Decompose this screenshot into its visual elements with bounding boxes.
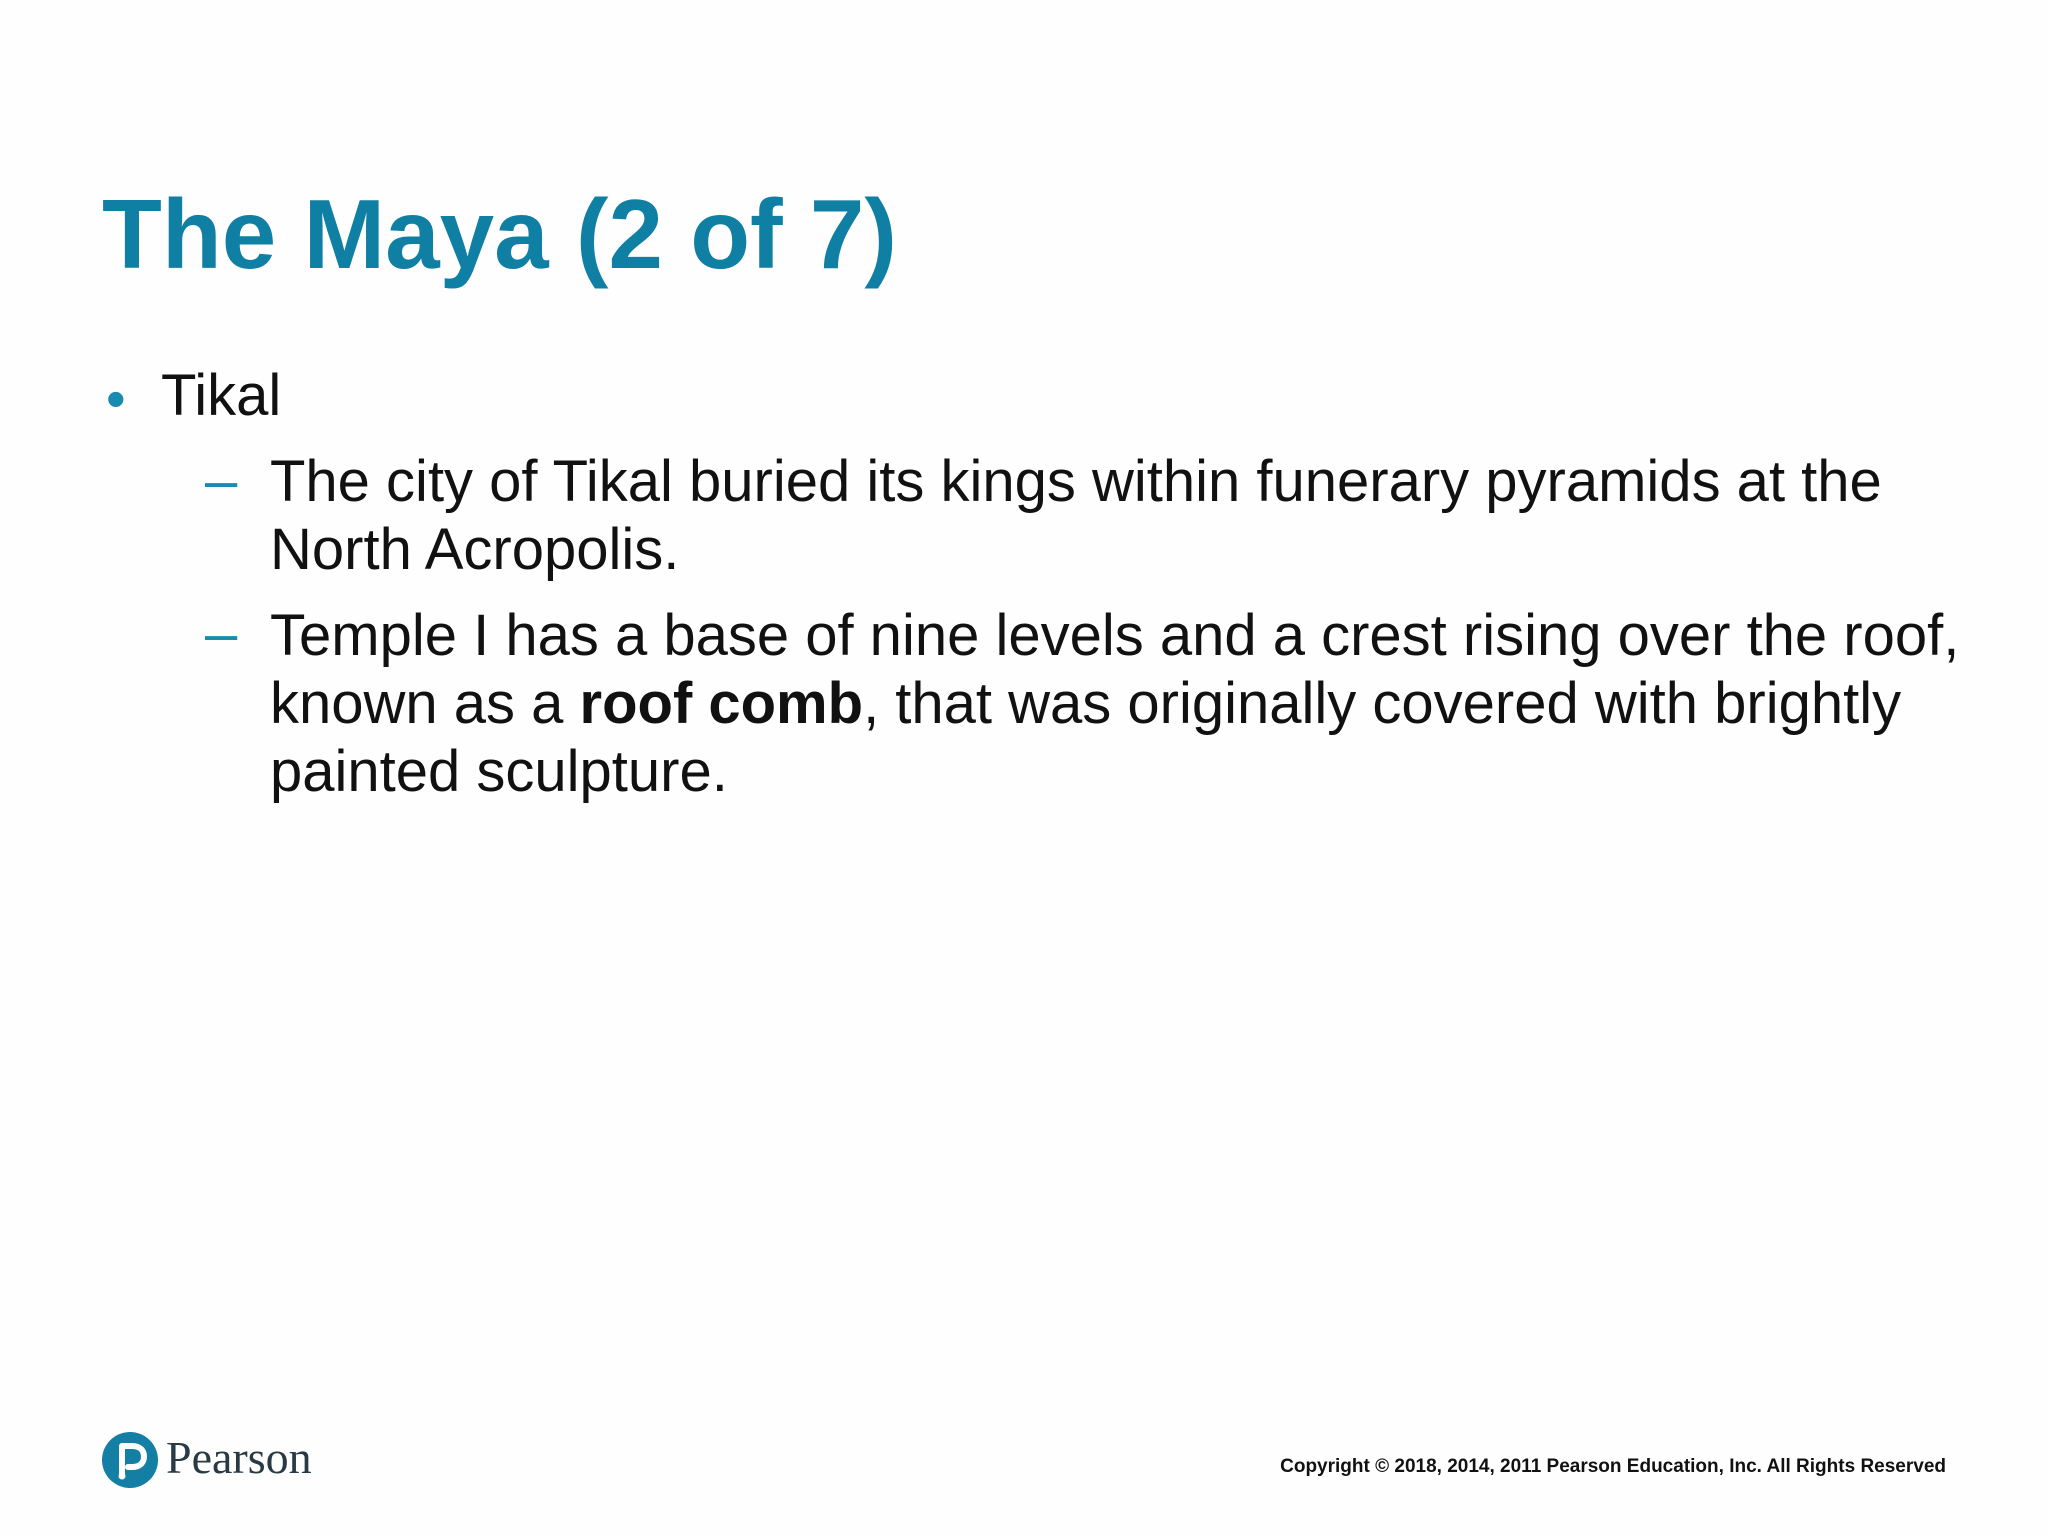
pearson-logo xyxy=(102,1432,312,1488)
subitem-text xyxy=(270,602,1970,806)
slide-title: The Maya (2 of 7) xyxy=(102,179,898,289)
logo-wordmark: Pearson xyxy=(166,1432,312,1483)
copyright-notice: Copyright © 2018, 2014, 2011 Pearson Education, Inc. All Rights Reserved xyxy=(1280,1456,1946,1477)
dash-icon: – xyxy=(205,448,238,513)
bullet-text: Tikal xyxy=(161,363,282,428)
pearson-p-logo-icon xyxy=(102,1432,158,1488)
subitem-bold-term: roof comb xyxy=(579,671,864,736)
subitem-text xyxy=(270,448,1970,584)
subitem-part: , that was originally covered with brightly painted sculpture. xyxy=(270,671,1902,804)
bullet-dot-icon: • xyxy=(106,367,126,430)
dash-icon: – xyxy=(205,601,238,666)
subitem-part: Temple I has a base of nine levels and a crest rising over the roof, known as a xyxy=(270,603,1960,736)
subitem-part: The city of Tikal buried its kings within funerary pyramids at the North Acropolis. xyxy=(270,449,1882,582)
